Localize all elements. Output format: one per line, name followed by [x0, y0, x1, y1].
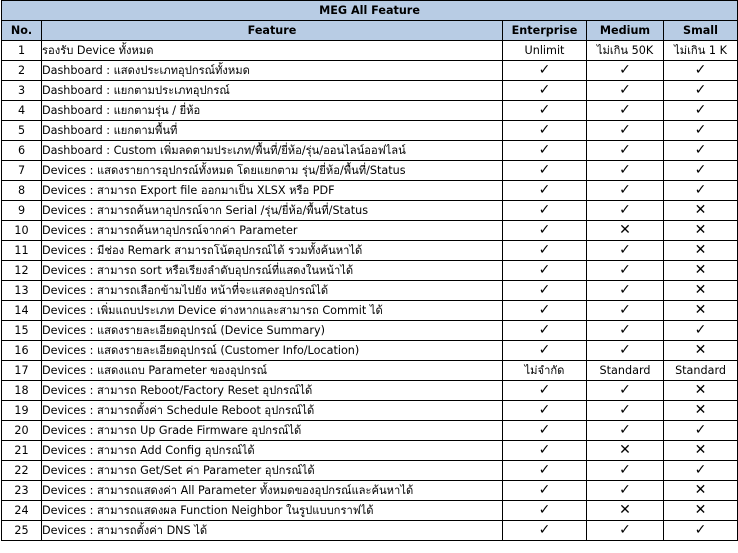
table-row: [2, 321, 738, 341]
enterprise-cell: [503, 521, 587, 541]
row-number: 9: [2, 201, 42, 221]
small-cell: [664, 501, 738, 521]
table-row: [2, 481, 738, 501]
check-icon: ✓: [538, 342, 551, 358]
row-number: 2: [2, 61, 42, 81]
row-number: 1: [2, 41, 42, 61]
medium-cell: [587, 261, 664, 281]
small-cell: [664, 381, 738, 401]
medium-cell: [587, 81, 664, 101]
enterprise-cell: [503, 141, 587, 161]
header-no: No.: [2, 21, 42, 41]
row-number: 5: [2, 121, 42, 141]
enterprise-cell: [503, 201, 587, 221]
table-row: [2, 441, 738, 461]
small-cell: [664, 301, 738, 321]
check-icon: ✓: [694, 422, 707, 438]
medium-cell: [587, 521, 664, 541]
feature-cell: Devices : เพิ่มแถบประเภท Device ต่างหากและสามารถ Commit ได้: [42, 301, 503, 321]
check-icon: ✓: [694, 62, 707, 78]
check-icon: ✓: [538, 462, 551, 478]
check-icon: ✓: [538, 302, 551, 318]
check-icon: ✓: [619, 242, 631, 258]
feature-table: [1, 0, 738, 541]
table-row: [2, 281, 738, 301]
check-icon: ✓: [694, 522, 707, 538]
check-icon: ✓: [619, 62, 631, 78]
check-icon: ✓: [538, 82, 551, 98]
table-row: [2, 221, 738, 241]
check-icon: ✓: [694, 182, 707, 198]
check-icon: ✓: [619, 182, 631, 198]
check-icon: ✓: [538, 162, 551, 178]
cross-icon: ✕: [694, 502, 707, 518]
check-icon: ✓: [694, 122, 707, 138]
enterprise-cell: [503, 121, 587, 141]
check-icon: ✓: [619, 162, 631, 178]
check-icon: ✓: [538, 282, 551, 298]
feature-cell: รองรับ Device ทั้งหมด: [42, 41, 503, 61]
check-icon: ✓: [538, 522, 551, 538]
small-cell: [664, 201, 738, 221]
feature-cell: Devices : สามารถ Export file ออกมาเป็น XLSX หรือ PDF: [42, 181, 503, 201]
small-cell: [664, 341, 738, 361]
table-row: [2, 501, 738, 521]
feature-cell: Devices : สามารถ sort หรือเรียงลำดับอุปกรณ์ที่แสดงในหน้าได้: [42, 261, 503, 281]
enterprise-cell: [503, 101, 587, 121]
enterprise-cell: [503, 161, 587, 181]
feature-cell: Dashboard : แยกตามพื้นที่: [42, 121, 503, 141]
check-icon: ✓: [538, 202, 551, 218]
small-cell: [664, 461, 738, 481]
cross-icon: ✕: [694, 482, 707, 498]
check-icon: ✓: [538, 222, 551, 238]
cross-icon: ✕: [694, 282, 707, 298]
check-icon: ✓: [619, 402, 631, 418]
feature-cell: Dashboard : แยกตามรุ่น / ยี่ห้อ: [42, 101, 503, 121]
check-icon: ✓: [538, 182, 551, 198]
check-icon: ✓: [538, 102, 551, 118]
feature-cell: Devices : แสดงรายการอุปกรณ์ทั้งหมด โดยแยกตาม รุ่น/ยี่ห้อ/พื้นที่/Status: [42, 161, 503, 181]
feature-cell: Devices : สามารถแสดงค่า All Parameter ทั้งหมดของอุปกรณ์และค้นหาได้: [42, 481, 503, 501]
cross-icon: ✕: [619, 502, 631, 518]
small-cell: [664, 261, 738, 281]
check-icon: ✓: [694, 162, 707, 178]
table-row: [2, 181, 738, 201]
enterprise-cell: [503, 481, 587, 501]
header-medium: Medium: [587, 21, 664, 41]
table-row: [2, 301, 738, 321]
check-icon: ✓: [694, 462, 707, 478]
medium-cell: [587, 241, 664, 261]
row-number: 25: [2, 521, 42, 541]
feature-cell: Devices : สามารถตั้งค่า DNS ได้: [42, 521, 503, 541]
title-row: [2, 1, 738, 21]
small-cell: [664, 81, 738, 101]
check-icon: ✓: [538, 502, 551, 518]
table-row: [2, 101, 738, 121]
row-number: 17: [2, 361, 42, 381]
enterprise-value: ไม่จำกัด: [503, 361, 587, 381]
medium-cell: [587, 421, 664, 441]
small-cell: [664, 521, 738, 541]
table-row: [2, 61, 738, 81]
feature-cell: Devices : แสดงรายละเอียดอุปกรณ์ (Device Summary): [42, 321, 503, 341]
check-icon: ✓: [619, 482, 631, 498]
small-cell: [664, 281, 738, 301]
table-row: [2, 121, 738, 141]
enterprise-cell: [503, 401, 587, 421]
cross-icon: ✕: [694, 242, 707, 258]
row-number: 4: [2, 101, 42, 121]
table-row: [2, 161, 738, 181]
feature-cell: Devices : สามารถค้นหาอุปกรณ์จาก Serial /รุ่น/ยี่ห้อ/พื้นที่/Status: [42, 201, 503, 221]
small-cell: [664, 181, 738, 201]
row-number: 6: [2, 141, 42, 161]
row-number: 23: [2, 481, 42, 501]
table-title: MEG All Feature: [2, 1, 738, 21]
small-cell: [664, 421, 738, 441]
medium-cell: [587, 101, 664, 121]
medium-value: Standard: [587, 361, 664, 381]
check-icon: ✓: [538, 382, 551, 398]
check-icon: ✓: [538, 402, 551, 418]
cross-icon: ✕: [694, 402, 707, 418]
check-icon: ✓: [694, 102, 707, 118]
check-icon: ✓: [538, 242, 551, 258]
check-icon: ✓: [619, 382, 631, 398]
check-icon: ✓: [538, 322, 551, 338]
cross-icon: ✕: [694, 262, 707, 278]
check-icon: ✓: [538, 442, 551, 458]
small-cell: [664, 101, 738, 121]
table-row: [2, 381, 738, 401]
medium-cell: [587, 481, 664, 501]
check-icon: ✓: [619, 82, 631, 98]
medium-cell: [587, 161, 664, 181]
enterprise-value: Unlimit: [503, 41, 587, 61]
small-cell: [664, 481, 738, 501]
check-icon: ✓: [619, 102, 631, 118]
check-icon: ✓: [538, 422, 551, 438]
table-row: [2, 141, 738, 161]
check-icon: ✓: [619, 422, 631, 438]
feature-cell: Dashboard : Custom เพิ่มลดตามประเภท/พื้นที่/ยี่ห้อ/รุ่น/ออนไลน์ออฟไลน์: [42, 141, 503, 161]
table-row: [2, 81, 738, 101]
check-icon: ✓: [694, 142, 707, 158]
table-row: [2, 521, 738, 541]
feature-cell: Devices : มีช่อง Remark สามารถโน้ตอุปกรณ์ได้ รวมทั้งค้นหาได้: [42, 241, 503, 261]
check-icon: ✓: [619, 142, 631, 158]
feature-cell: Dashboard : แสดงประเภทอุปกรณ์ทั้งหมด: [42, 61, 503, 81]
medium-cell: [587, 181, 664, 201]
small-cell: [664, 121, 738, 141]
small-value: ไม่เกิน 1 K: [664, 41, 738, 61]
enterprise-cell: [503, 261, 587, 281]
medium-cell: [587, 301, 664, 321]
feature-cell: Devices : แสดงแถบ Parameter ของอุปกรณ์: [42, 361, 503, 381]
row-number: 15: [2, 321, 42, 341]
medium-cell: [587, 321, 664, 341]
check-icon: ✓: [619, 202, 631, 218]
medium-cell: [587, 121, 664, 141]
small-value: Standard: [664, 361, 738, 381]
row-number: 16: [2, 341, 42, 361]
medium-cell: [587, 441, 664, 461]
table-row: [2, 41, 738, 61]
feature-cell: Devices : แสดงรายละเอียดอุปกรณ์ (Customer Info/Location): [42, 341, 503, 361]
medium-cell: [587, 221, 664, 241]
table-row: [2, 341, 738, 361]
feature-cell: Devices : สามารถตั้งค่า Schedule Reboot อุปกรณ์ได้: [42, 401, 503, 421]
header-feature: Feature: [42, 21, 503, 41]
medium-cell: [587, 341, 664, 361]
small-cell: [664, 441, 738, 461]
row-number: 21: [2, 441, 42, 461]
check-icon: ✓: [694, 82, 707, 98]
table-row: [2, 401, 738, 421]
enterprise-cell: [503, 321, 587, 341]
header-enterprise: Enterprise: [503, 21, 587, 41]
enterprise-cell: [503, 501, 587, 521]
check-icon: ✓: [619, 322, 631, 338]
cross-icon: ✕: [694, 342, 707, 358]
feature-cell: Devices : สามารถ Up Grade Firmware อุปกรณ์ได้: [42, 421, 503, 441]
row-number: 14: [2, 301, 42, 321]
check-icon: ✓: [694, 322, 707, 338]
check-icon: ✓: [619, 282, 631, 298]
table-row: [2, 261, 738, 281]
check-icon: ✓: [538, 262, 551, 278]
feature-cell: Dashboard : แยกตามประเภทอุปกรณ์: [42, 81, 503, 101]
check-icon: ✓: [619, 462, 631, 478]
row-number: 3: [2, 81, 42, 101]
enterprise-cell: [503, 181, 587, 201]
enterprise-cell: [503, 381, 587, 401]
table-row: [2, 421, 738, 441]
enterprise-cell: [503, 421, 587, 441]
row-number: 10: [2, 221, 42, 241]
feature-cell: Devices : สามารถค้นหาอุปกรณ์จากค่า Parameter: [42, 221, 503, 241]
check-icon: ✓: [538, 62, 551, 78]
table-row: [2, 361, 738, 381]
medium-cell: [587, 201, 664, 221]
small-cell: [664, 321, 738, 341]
table-row: [2, 461, 738, 481]
medium-cell: [587, 141, 664, 161]
row-number: 19: [2, 401, 42, 421]
check-icon: ✓: [619, 262, 631, 278]
feature-cell: Devices : สามารถ Reboot/Factory Reset อุปกรณ์ได้: [42, 381, 503, 401]
feature-cell: Devices : สามารถเลือกข้ามไปยัง หน้าที่จะแสดงอุปกรณ์ได้: [42, 281, 503, 301]
enterprise-cell: [503, 461, 587, 481]
small-cell: [664, 221, 738, 241]
row-number: 22: [2, 461, 42, 481]
enterprise-cell: [503, 301, 587, 321]
row-number: 8: [2, 181, 42, 201]
medium-value: ไม่เกิน 50K: [587, 41, 664, 61]
small-cell: [664, 141, 738, 161]
check-icon: ✓: [538, 482, 551, 498]
row-number: 12: [2, 261, 42, 281]
header-row: [2, 21, 738, 41]
row-number: 18: [2, 381, 42, 401]
table-row: [2, 201, 738, 221]
row-number: 7: [2, 161, 42, 181]
small-cell: [664, 161, 738, 181]
row-number: 11: [2, 241, 42, 261]
enterprise-cell: [503, 81, 587, 101]
table-body: [2, 41, 738, 541]
check-icon: ✓: [619, 122, 631, 138]
small-cell: [664, 401, 738, 421]
table-row: [2, 241, 738, 261]
check-icon: ✓: [619, 302, 631, 318]
enterprise-cell: [503, 61, 587, 81]
feature-cell: Devices : สามารถแสดงผล Function Neighbor ในรูปแบบกราฟได้: [42, 501, 503, 521]
medium-cell: [587, 61, 664, 81]
medium-cell: [587, 381, 664, 401]
feature-cell: Devices : สามารถ Get/Set ค่า Parameter อุปกรณ์ได้: [42, 461, 503, 481]
row-number: 13: [2, 281, 42, 301]
enterprise-cell: [503, 341, 587, 361]
cross-icon: ✕: [694, 382, 707, 398]
feature-cell: Devices : สามารถ Add Config อุปกรณ์ได้: [42, 441, 503, 461]
cross-icon: ✕: [619, 222, 631, 238]
enterprise-cell: [503, 241, 587, 261]
enterprise-cell: [503, 441, 587, 461]
header-small: Small: [664, 21, 738, 41]
enterprise-cell: [503, 221, 587, 241]
cross-icon: ✕: [694, 202, 707, 218]
check-icon: ✓: [619, 522, 631, 538]
row-number: 20: [2, 421, 42, 441]
cross-icon: ✕: [694, 302, 707, 318]
medium-cell: [587, 501, 664, 521]
row-number: 24: [2, 501, 42, 521]
check-icon: ✓: [538, 142, 551, 158]
medium-cell: [587, 281, 664, 301]
cross-icon: ✕: [694, 222, 707, 238]
medium-cell: [587, 461, 664, 481]
check-icon: ✓: [619, 342, 631, 358]
small-cell: [664, 241, 738, 261]
cross-icon: ✕: [694, 442, 707, 458]
small-cell: [664, 61, 738, 81]
cross-icon: ✕: [619, 442, 631, 458]
check-icon: ✓: [538, 122, 551, 138]
medium-cell: [587, 401, 664, 421]
enterprise-cell: [503, 281, 587, 301]
